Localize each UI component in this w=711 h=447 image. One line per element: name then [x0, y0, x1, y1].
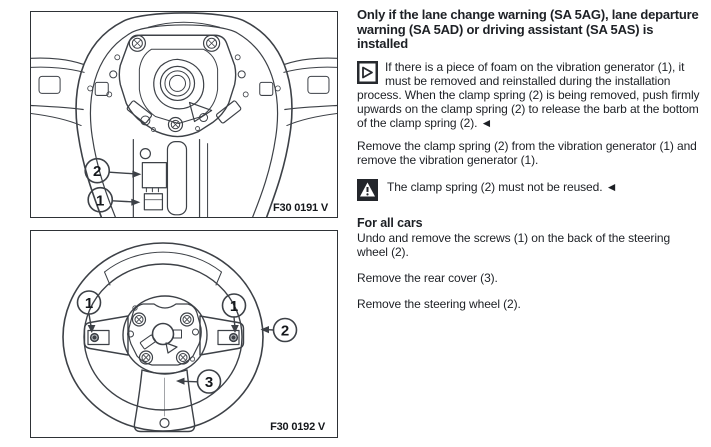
- note-paragraph-text: If there is a piece of foam on the vibration generator (1), it must be removed and reinstalled during the installation process. When the clamp spring (2) is being removed, push firmly upwards on the clamp spring (2) to release the barb at the bottom of the clamp spring (2). ◄: [357, 59, 700, 130]
- callout-number: 2: [93, 163, 102, 181]
- hub-screw: [133, 313, 146, 326]
- hub-screw: [168, 118, 182, 132]
- note-paragraph: [357, 60, 707, 130]
- hub-screw: [140, 351, 153, 364]
- rear-cover-paragraph: Remove the rear cover (3).: [357, 270, 498, 285]
- figure-clamp-spring: [30, 11, 338, 218]
- figure-1-label: F30 0191 V: [273, 201, 328, 214]
- callout-number: 1: [84, 295, 94, 312]
- conditional-heading: Only if the lane change warning (SA 5AG), lane departure warning (SA 5AD) or driving assistant (SA 5AS) is installed: [357, 7, 699, 51]
- spoke-screw-left: [88, 331, 109, 345]
- hub-screw: [177, 351, 190, 364]
- screws-paragraph: Undo and remove the screws (1) on the back of the steering wheel (2).: [357, 230, 671, 259]
- hub-screw: [204, 35, 220, 51]
- callout-screw-right: [223, 294, 246, 333]
- callout-vibration-generator: [88, 188, 140, 212]
- wheel-bell-outline: [76, 13, 292, 217]
- callout-number: 2: [280, 322, 290, 340]
- hub-plate: [88, 35, 281, 136]
- callout-number: 1: [229, 298, 239, 315]
- wheel-hub: [123, 296, 207, 374]
- instruction-text-column: [357, 7, 707, 320]
- remove-clamp-paragraph: Remove the clamp spring (2) from the vibration generator (1) and remove the vibration generator (1).: [357, 138, 697, 167]
- vibration-generator-part: [144, 194, 162, 210]
- callout-steering-wheel: [261, 319, 297, 342]
- figure-2-label: F30 0192 V: [270, 421, 325, 433]
- warning-block: [357, 179, 707, 201]
- callout-number: 3: [204, 374, 214, 391]
- steering-hub-rear-drawing: [31, 12, 337, 217]
- steering-wheel-rear-drawing: [31, 231, 337, 437]
- clamp-spring-part: [142, 163, 166, 188]
- figure-steering-wheel: [30, 230, 338, 438]
- spoke-screw-right: [218, 331, 239, 345]
- steering-wheel-paragraph: Remove the steering wheel (2).: [357, 296, 521, 311]
- hub-screw: [181, 313, 194, 326]
- warning-triangle-icon: [357, 179, 378, 201]
- all-cars-heading: For all cars: [357, 215, 423, 230]
- hub-screw: [129, 35, 145, 51]
- callout-rear-cover: [176, 370, 221, 393]
- callout-number: 1: [96, 192, 105, 210]
- warning-text: The clamp spring (2) must not be reused. ◄: [387, 179, 618, 194]
- foam-note-icon: [357, 61, 378, 84]
- steering-column: [133, 140, 207, 217]
